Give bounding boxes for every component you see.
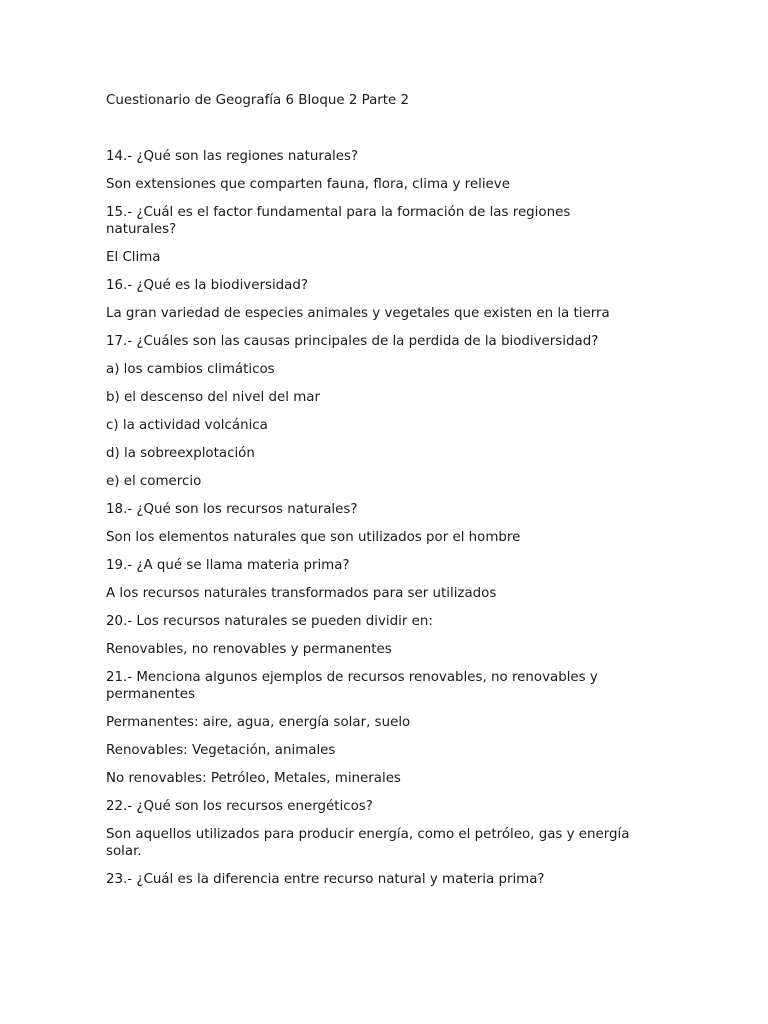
answer-21-no-renovables: No renovables: Petróleo, Metales, minerales (106, 771, 401, 786)
question-23: 23.- ¿Cuál es la diferencia entre recurso natural y materia prima? (106, 872, 545, 887)
answer-17-c: c) la actividad volcánica (106, 418, 268, 433)
question-20: 20.- Los recursos naturales se pueden dividir en: (106, 614, 433, 629)
document-title: Cuestionario de Geografía 6 Bloque 2 Parte 2 (106, 93, 410, 108)
answer-21-renovables: Renovables: Vegetación, animales (106, 743, 336, 758)
answer-17-b: b) el descenso del nivel del mar (106, 390, 320, 405)
question-22: 22.- ¿Qué son los recursos energéticos? (106, 799, 373, 814)
answer-20: Renovables, no renovables y permanentes (106, 642, 392, 657)
question-15: 15.- ¿Cuál es el factor fundamental para la formación de las regiones naturales? (106, 205, 571, 237)
answer-21-permanentes: Permanentes: aire, agua, energía solar, suelo (106, 715, 411, 730)
question-16: 16.- ¿Qué es la biodiversidad? (106, 278, 308, 293)
answer-18: Son los elementos naturales que son utilizados por el hombre (106, 530, 521, 545)
question-21: 21.- Menciona algunos ejemplos de recursos renovables, no renovables y permanentes (106, 670, 598, 702)
answer-17-d: d) la sobreexplotación (106, 446, 255, 461)
question-14: 14.- ¿Qué son las regiones naturales? (106, 149, 359, 164)
answer-15: El Clima (106, 250, 161, 265)
question-17: 17.- ¿Cuáles son las causas principales de la perdida de la biodiversidad? (106, 334, 599, 349)
question-19: 19.- ¿A qué se llama materia prima? (106, 558, 350, 573)
answer-14: Son extensiones que comparten fauna, flora, clima y relieve (106, 177, 510, 192)
answer-17-e: e) el comercio (106, 474, 202, 489)
answer-19: A los recursos naturales transformados para ser utilizados (106, 586, 497, 601)
question-18: 18.- ¿Qué son los recursos naturales? (106, 502, 358, 517)
document-body (106, 148, 636, 899)
answer-16: La gran variedad de especies animales y vegetales que existen en la tierra (106, 306, 610, 321)
answer-22: Son aquellos utilizados para producir energía, como el petróleo, gas y energía solar. (106, 827, 630, 859)
answer-17-a: a) los cambios climáticos (106, 362, 275, 377)
